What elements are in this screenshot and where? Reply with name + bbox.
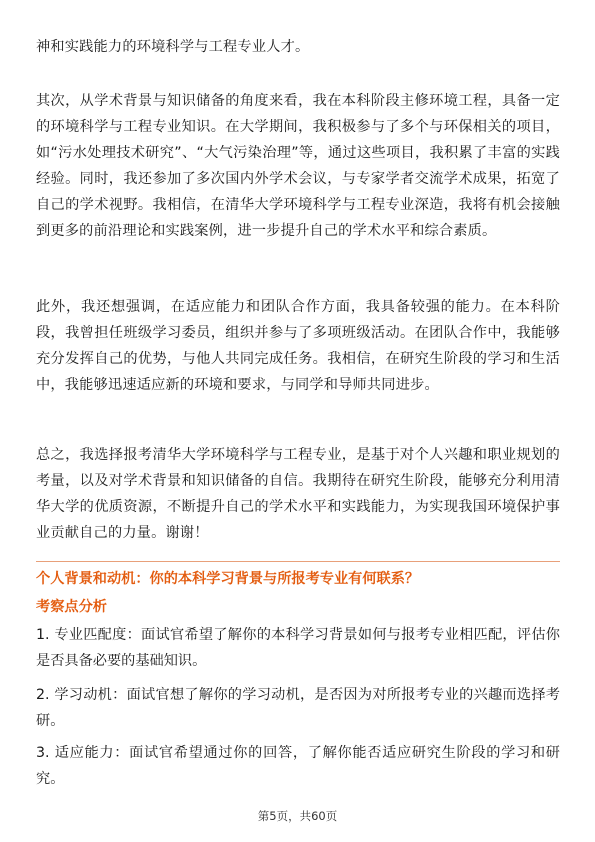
analysis-point: 3. 适应能力：面试官希望通过你的回答，了解你能否适应研究生阶段的学习和研究。 <box>36 745 560 787</box>
body-paragraph-conclusion: 总之，我选择报考清华大学环境科学与工程专业，是基于对个人兴趣和职业规划的考量，以及对学术背景和知识储备的自信。我期待在研究生阶段，能够充分利用清华大学的优质资源，不断提升自己的学术水平和实践能力，为实现我国环境保护事业贡献自己的力量。谢谢！ <box>36 447 560 541</box>
analysis-heading: 考察点分析 <box>36 599 107 615</box>
body-paragraph-continuation: 神和实践能力的环境科学与工程专业人才。 <box>36 39 310 55</box>
section-divider <box>36 561 560 562</box>
body-paragraph-teamwork: 此外，我还想强调，在适应能力和团队合作方面，我具备较强的能力。在本科阶段，我曾担任班级学习委员，组织并参与了多项班级活动。在团队合作中，我能够充分发挥自己的优势，与他人共同完成任务。我相信，在研究生阶段的学习和生活中，我能够迅速适应新的环境和要求，与同学和导师共同进步。 <box>36 299 560 393</box>
question-heading: 个人背景和动机：你的本科学习背景与所报考专业有何联系？ <box>36 571 420 587</box>
analysis-point: 1. 专业匹配度：面试官希望了解你的本科学习背景如何与报考专业相匹配，评估你是否具备必要的基础知识。 <box>36 627 560 669</box>
analysis-point: 2. 学习动机：面试官想了解你的学习动机，是否因为对所报考专业的兴趣而选择考研。 <box>36 687 560 729</box>
body-paragraph-academic-background: 其次，从学术背景与知识储备的角度来看，我在本科阶段主修环境工程，具备一定的环境科学与工程专业知识。在大学期间，我积极参与了多个与环保相关的项目，如“污水处理技术研究”、“大气污染治理”等，通过这些项目，我积累了丰富的实践经验。同时，我还参加了多次国内外学术会议，与专家学者交流学术成果，拓宽了自己的学术视野。我相信，在清华大学环境科学与工程专业深造，我将有机会接触到更多的前沿理论和实践案例，进一步提升自己的学术水平和综合素质。 <box>36 93 560 239</box>
page-number: 第5页，共60页 <box>257 809 338 823</box>
